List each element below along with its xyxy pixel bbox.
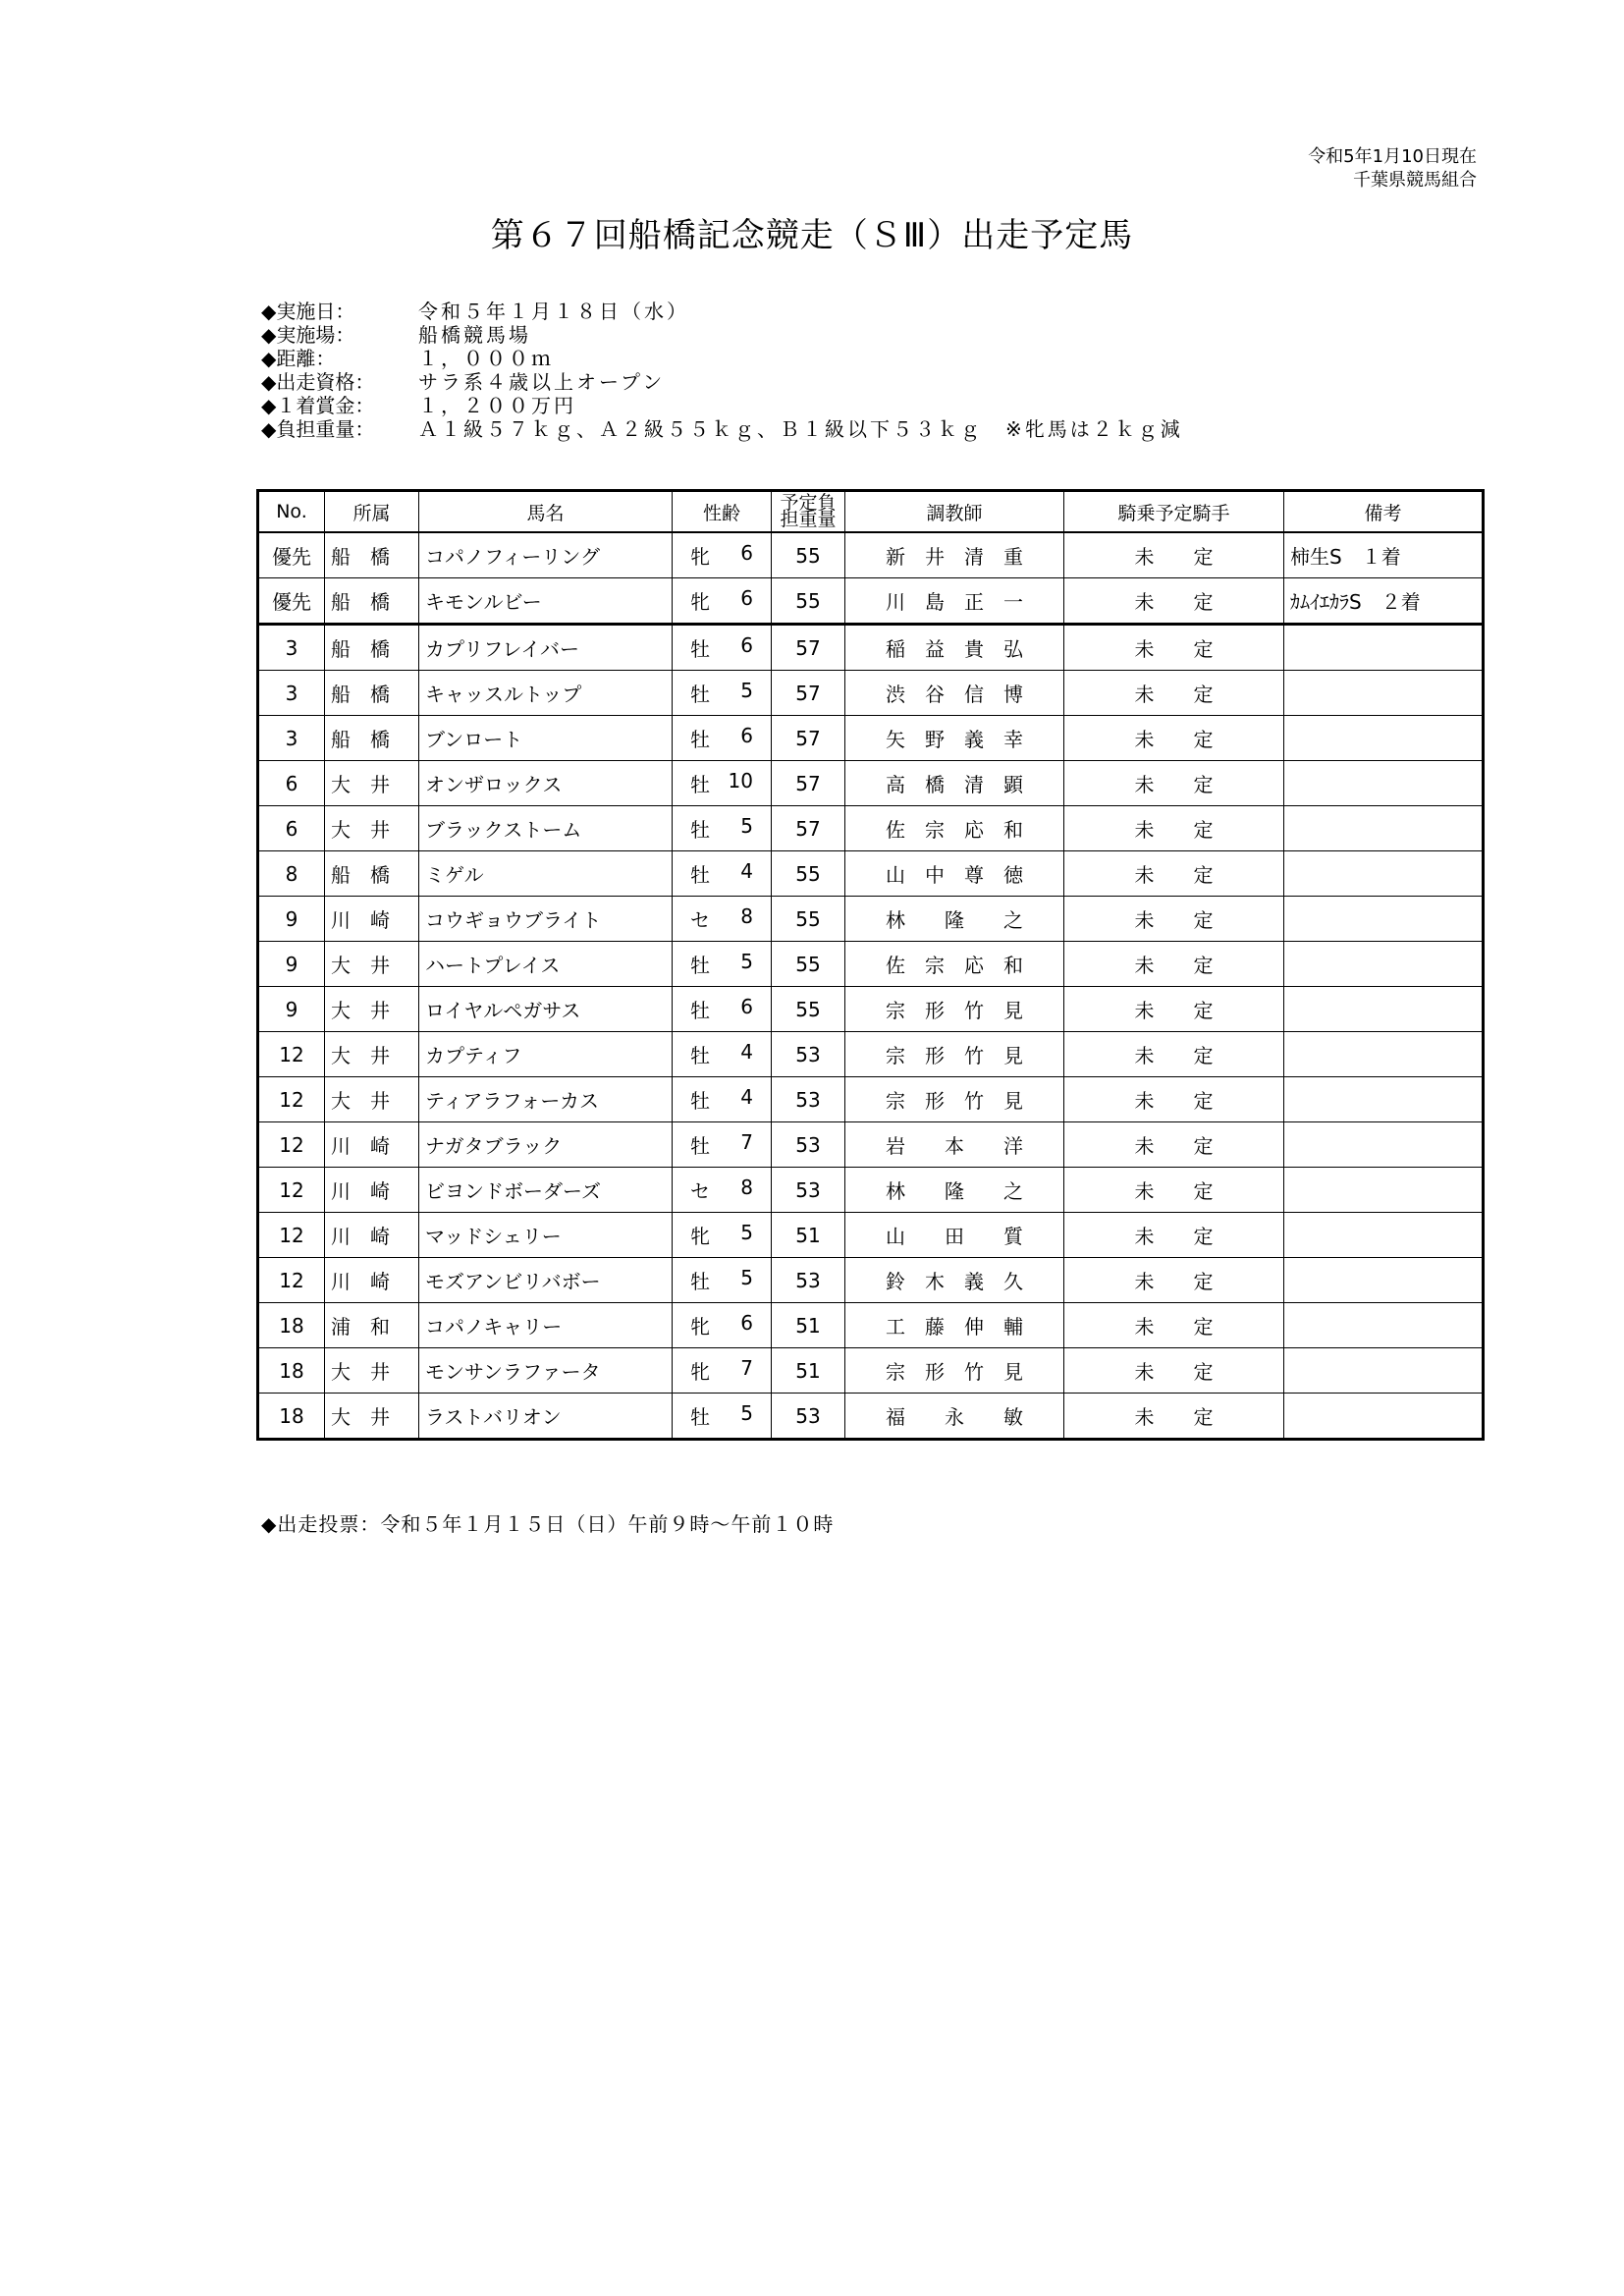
cell-jockey: 未 定 [1064,1348,1284,1394]
sex-value: 牡 [690,683,710,706]
cell-jockey: 未 定 [1064,1168,1284,1213]
info-label: ◆実施場： [261,323,355,347]
cell-horse-name: ブンロート [419,716,673,761]
age-value: 5 [740,1221,753,1244]
column-header-horse: 馬名 [419,491,673,533]
age-value: 4 [740,1040,753,1064]
cell-trainer: 宗 形 竹 見 [845,1032,1064,1077]
cell-jockey: 未 定 [1064,1032,1284,1077]
sex-value: 牡 [690,728,710,751]
age-value: 6 [740,541,753,565]
cell-no: 6 [258,806,325,851]
cell-note [1284,761,1484,806]
cell-trainer: 宗 形 竹 見 [845,1077,1064,1122]
age-value: 6 [740,1311,753,1335]
cell-horse-name: マッドシェリー [419,1213,673,1258]
sex-value: 牡 [690,818,710,842]
cell-weight: 53 [772,1394,845,1440]
cell-weight: 55 [772,987,845,1032]
info-value: １，０００ｍ [418,347,554,370]
sex-value: 牝 [690,1225,710,1248]
cell-sex-age [673,897,772,942]
info-row-date [261,300,1183,323]
cell-jockey: 未 定 [1064,942,1284,987]
table-row [258,1077,1484,1122]
age-value: 8 [740,904,753,928]
cell-note [1284,806,1484,851]
cell-jockey: 未 定 [1064,1122,1284,1168]
cell-sex-age [673,987,772,1032]
cell-note: ｶﾑｲｴｶﾗS ２着 [1284,578,1484,625]
cell-horse-name: ティアラフォーカス [419,1077,673,1122]
page-title: 第６７回船橋記念競走（ＳⅢ）出走予定馬 [490,216,1134,255]
cell-horse-name: キャッスルトップ [419,671,673,716]
sex-value: 牡 [690,1089,710,1113]
cell-horse-name: ナガタブラック [419,1122,673,1168]
info-value: 船橋競馬場 [418,323,531,347]
cell-no: 12 [258,1258,325,1303]
cell-weight: 57 [772,806,845,851]
cell-jockey: 未 定 [1064,1303,1284,1348]
column-header-weight [772,491,845,533]
cell-note [1284,1168,1484,1213]
cell-sex-age [673,1077,772,1122]
sex-value: 牡 [690,1134,710,1158]
table-row [258,671,1484,716]
sex-value: セ [690,1179,710,1203]
sex-value: 牝 [690,545,710,569]
column-header-note: 備考 [1284,491,1484,533]
cell-jockey: 未 定 [1064,716,1284,761]
cell-no: 9 [258,987,325,1032]
cell-sex-age [673,851,772,897]
cell-weight: 57 [772,761,845,806]
cell-weight: 51 [772,1303,845,1348]
cell-jockey: 未 定 [1064,578,1284,625]
age-value: 10 [728,769,753,793]
cell-jockey: 未 定 [1064,851,1284,897]
cell-trainer: 稲 益 貴 弘 [845,625,1064,671]
cell-weight: 51 [772,1348,845,1394]
cell-note [1284,625,1484,671]
cell-horse-name: コパノフィーリング [419,532,673,578]
cell-note [1284,1303,1484,1348]
cell-weight: 51 [772,1213,845,1258]
cell-weight: 55 [772,942,845,987]
cell-weight: 57 [772,625,845,671]
info-value: １，２００万円 [418,394,576,417]
info-row-weight [261,417,1183,441]
cell-weight: 53 [772,1168,845,1213]
cell-belong: 川 崎 [325,1258,419,1303]
cell-sex-age [673,532,772,578]
cell-belong: 大 井 [325,1077,419,1122]
cell-note [1284,1032,1484,1077]
cell-no: 6 [258,761,325,806]
cell-belong: 大 井 [325,1348,419,1394]
table-row [258,1303,1484,1348]
table-row [258,1258,1484,1303]
cell-jockey: 未 定 [1064,625,1284,671]
cell-jockey: 未 定 [1064,1213,1284,1258]
cell-trainer: 林 隆 之 [845,897,1064,942]
cell-no: 12 [258,1122,325,1168]
table-row [258,1122,1484,1168]
age-value: 7 [740,1130,753,1154]
cell-horse-name: オンザロックス [419,761,673,806]
document-header-right [1308,145,1477,192]
cell-trainer: 新 井 清 重 [845,532,1064,578]
cell-horse-name: モンサンラファータ [419,1348,673,1394]
cell-belong: 浦 和 [325,1303,419,1348]
table-row [258,942,1484,987]
age-value: 6 [740,633,753,657]
cell-note [1284,716,1484,761]
info-row-distance [261,347,1183,370]
age-value: 4 [740,859,753,883]
cell-note [1284,671,1484,716]
cell-trainer: 渋 谷 信 博 [845,671,1064,716]
table-row [258,1168,1484,1213]
cell-trainer: 林 隆 之 [845,1168,1064,1213]
table-row [258,578,1484,625]
cell-horse-name: ブラックストーム [419,806,673,851]
cell-no: 優先 [258,532,325,578]
cell-horse-name: カプリフレイバー [419,625,673,671]
cell-note [1284,942,1484,987]
race-info [261,300,1183,441]
table-row [258,897,1484,942]
table-row [258,716,1484,761]
age-value: 5 [740,1401,753,1425]
cell-sex-age [673,942,772,987]
cell-weight: 57 [772,671,845,716]
sex-value: 牝 [690,1315,710,1339]
table-row [258,1348,1484,1394]
cell-no: 18 [258,1303,325,1348]
cell-note [1284,1122,1484,1168]
as-of-date: 令和5年1月10日現在 [1308,146,1477,167]
cell-weight: 53 [772,1258,845,1303]
info-label: ◆距離： [261,347,336,370]
info-label: ◆出走資格： [261,370,375,394]
column-header-weight-text: 予定負担重量 [780,492,837,530]
cell-note: 柿生S １着 [1284,532,1484,578]
cell-note [1284,1348,1484,1394]
cell-weight: 55 [772,897,845,942]
age-value: 5 [740,950,753,973]
cell-belong: 船 橋 [325,578,419,625]
cell-trainer: 山 田 質 [845,1213,1064,1258]
cell-no: 18 [258,1348,325,1394]
table-row [258,625,1484,671]
cell-belong: 川 崎 [325,1213,419,1258]
entries-table [256,489,1485,1441]
cell-horse-name: コウギョウブライト [419,897,673,942]
info-value: Ａ１級５７ｋｇ、Ａ２級５５ｋｇ、Ｂ１級以下５３ｋｇ ※牝馬は２ｋｇ減 [418,417,1183,441]
cell-weight: 55 [772,578,845,625]
cell-trainer: 福 永 敏 [845,1394,1064,1440]
cell-no: 9 [258,942,325,987]
cell-no: 8 [258,851,325,897]
voting-info: ◆出走投票：令和５年１月１５日（日）午前９時～午前１０時 [261,1512,835,1536]
cell-sex-age [673,806,772,851]
cell-note [1284,1077,1484,1122]
cell-no: 12 [258,1077,325,1122]
table-row [258,806,1484,851]
age-value: 8 [740,1175,753,1199]
cell-no: 3 [258,716,325,761]
cell-no: 9 [258,897,325,942]
cell-belong: 船 橋 [325,532,419,578]
cell-trainer: 宗 形 竹 見 [845,1348,1064,1394]
cell-trainer: 鈴 木 義 久 [845,1258,1064,1303]
column-header-trainer: 調教師 [845,491,1064,533]
cell-note [1284,987,1484,1032]
cell-no: 優先 [258,578,325,625]
cell-weight: 53 [772,1122,845,1168]
cell-trainer: 佐 宗 応 和 [845,942,1064,987]
sex-value: セ [690,908,710,932]
cell-sex-age [673,1258,772,1303]
cell-trainer: 佐 宗 応 和 [845,806,1064,851]
table-row [258,1032,1484,1077]
cell-horse-name: モズアンビリバボー [419,1258,673,1303]
cell-horse-name: ラストバリオン [419,1394,673,1440]
cell-no: 12 [258,1213,325,1258]
cell-belong: 船 橋 [325,716,419,761]
cell-jockey: 未 定 [1064,761,1284,806]
cell-trainer: 宗 形 竹 見 [845,987,1064,1032]
cell-note [1284,1258,1484,1303]
cell-belong: 船 橋 [325,851,419,897]
age-value: 5 [740,679,753,702]
table-row [258,1394,1484,1440]
cell-belong: 大 井 [325,942,419,987]
cell-sex-age [673,1213,772,1258]
cell-weight: 55 [772,851,845,897]
cell-jockey: 未 定 [1064,1077,1284,1122]
cell-trainer: 工 藤 伸 輔 [845,1303,1064,1348]
cell-horse-name: コパノキャリー [419,1303,673,1348]
column-header-sex-age: 性齢 [673,491,772,533]
cell-jockey: 未 定 [1064,897,1284,942]
sex-value: 牡 [690,637,710,661]
info-label: ◆負担重量： [261,417,375,441]
cell-note [1284,1213,1484,1258]
cell-sex-age [673,1168,772,1213]
cell-note [1284,851,1484,897]
cell-belong: 川 崎 [325,897,419,942]
age-value: 5 [740,814,753,838]
cell-sex-age [673,671,772,716]
cell-horse-name: ミゲル [419,851,673,897]
cell-trainer: 高 橋 清 顕 [845,761,1064,806]
column-header-belong: 所属 [325,491,419,533]
info-label: ◆実施日： [261,300,355,323]
cell-no: 3 [258,671,325,716]
age-value: 6 [740,586,753,610]
cell-no: 18 [258,1394,325,1440]
age-value: 6 [740,724,753,747]
cell-sex-age [673,1032,772,1077]
info-value: 令和５年１月１８日（水） [418,300,689,323]
cell-jockey: 未 定 [1064,1394,1284,1440]
sex-value: 牡 [690,1405,710,1429]
table-body [258,532,1484,1440]
cell-sex-age [673,716,772,761]
cell-horse-name: ロイヤルペガサス [419,987,673,1032]
cell-jockey: 未 定 [1064,532,1284,578]
cell-horse-name: カプティフ [419,1032,673,1077]
table-row [258,532,1484,578]
cell-sex-age [673,578,772,625]
info-row-eligibility [261,370,1183,394]
cell-belong: 船 橋 [325,625,419,671]
sex-value: 牡 [690,1270,710,1293]
table-row [258,987,1484,1032]
cell-note [1284,1394,1484,1440]
cell-trainer: 矢 野 義 幸 [845,716,1064,761]
info-row-venue [261,323,1183,347]
cell-belong: 大 井 [325,806,419,851]
age-value: 7 [740,1356,753,1380]
sex-value: 牡 [690,999,710,1022]
cell-belong: 大 井 [325,1032,419,1077]
cell-weight: 57 [772,716,845,761]
info-label: ◆１着賞金： [261,394,375,417]
sex-value: 牝 [690,590,710,614]
cell-sex-age [673,761,772,806]
cell-belong: 大 井 [325,987,419,1032]
column-header-jockey: 騎乗予定騎手 [1064,491,1284,533]
organization-name: 千葉県競馬組合 [1353,170,1477,191]
sex-value: 牡 [690,773,710,796]
cell-belong: 船 橋 [325,671,419,716]
table-row [258,851,1484,897]
sex-value: 牡 [690,954,710,977]
cell-trainer: 岩 本 洋 [845,1122,1064,1168]
cell-trainer: 山 中 尊 徳 [845,851,1064,897]
cell-sex-age [673,1303,772,1348]
cell-sex-age [673,625,772,671]
cell-jockey: 未 定 [1064,1258,1284,1303]
cell-jockey: 未 定 [1064,806,1284,851]
table-row [258,761,1484,806]
cell-no: 12 [258,1032,325,1077]
cell-note [1284,897,1484,942]
cell-belong: 川 崎 [325,1122,419,1168]
cell-horse-name: ハートプレイス [419,942,673,987]
cell-horse-name: ビヨンドボーダーズ [419,1168,673,1213]
cell-jockey: 未 定 [1064,987,1284,1032]
info-value: サラ系４歳以上オープン [418,370,666,394]
sex-value: 牡 [690,863,710,887]
cell-belong: 大 井 [325,1394,419,1440]
cell-sex-age [673,1122,772,1168]
cell-sex-age [673,1394,772,1440]
cell-weight: 55 [772,532,845,578]
cell-weight: 53 [772,1032,845,1077]
cell-jockey: 未 定 [1064,671,1284,716]
table-row [258,1213,1484,1258]
info-row-prize [261,394,1183,417]
column-header-no: No. [258,491,325,533]
age-value: 5 [740,1266,753,1289]
age-value: 6 [740,995,753,1018]
sex-value: 牡 [690,1044,710,1067]
cell-weight: 53 [772,1077,845,1122]
cell-belong: 川 崎 [325,1168,419,1213]
cell-sex-age [673,1348,772,1394]
cell-no: 12 [258,1168,325,1213]
cell-belong: 大 井 [325,761,419,806]
age-value: 4 [740,1085,753,1109]
cell-trainer: 川 島 正 一 [845,578,1064,625]
cell-no: 3 [258,625,325,671]
sex-value: 牝 [690,1360,710,1384]
cell-horse-name: キモンルビー [419,578,673,625]
table-header-row [258,491,1484,533]
